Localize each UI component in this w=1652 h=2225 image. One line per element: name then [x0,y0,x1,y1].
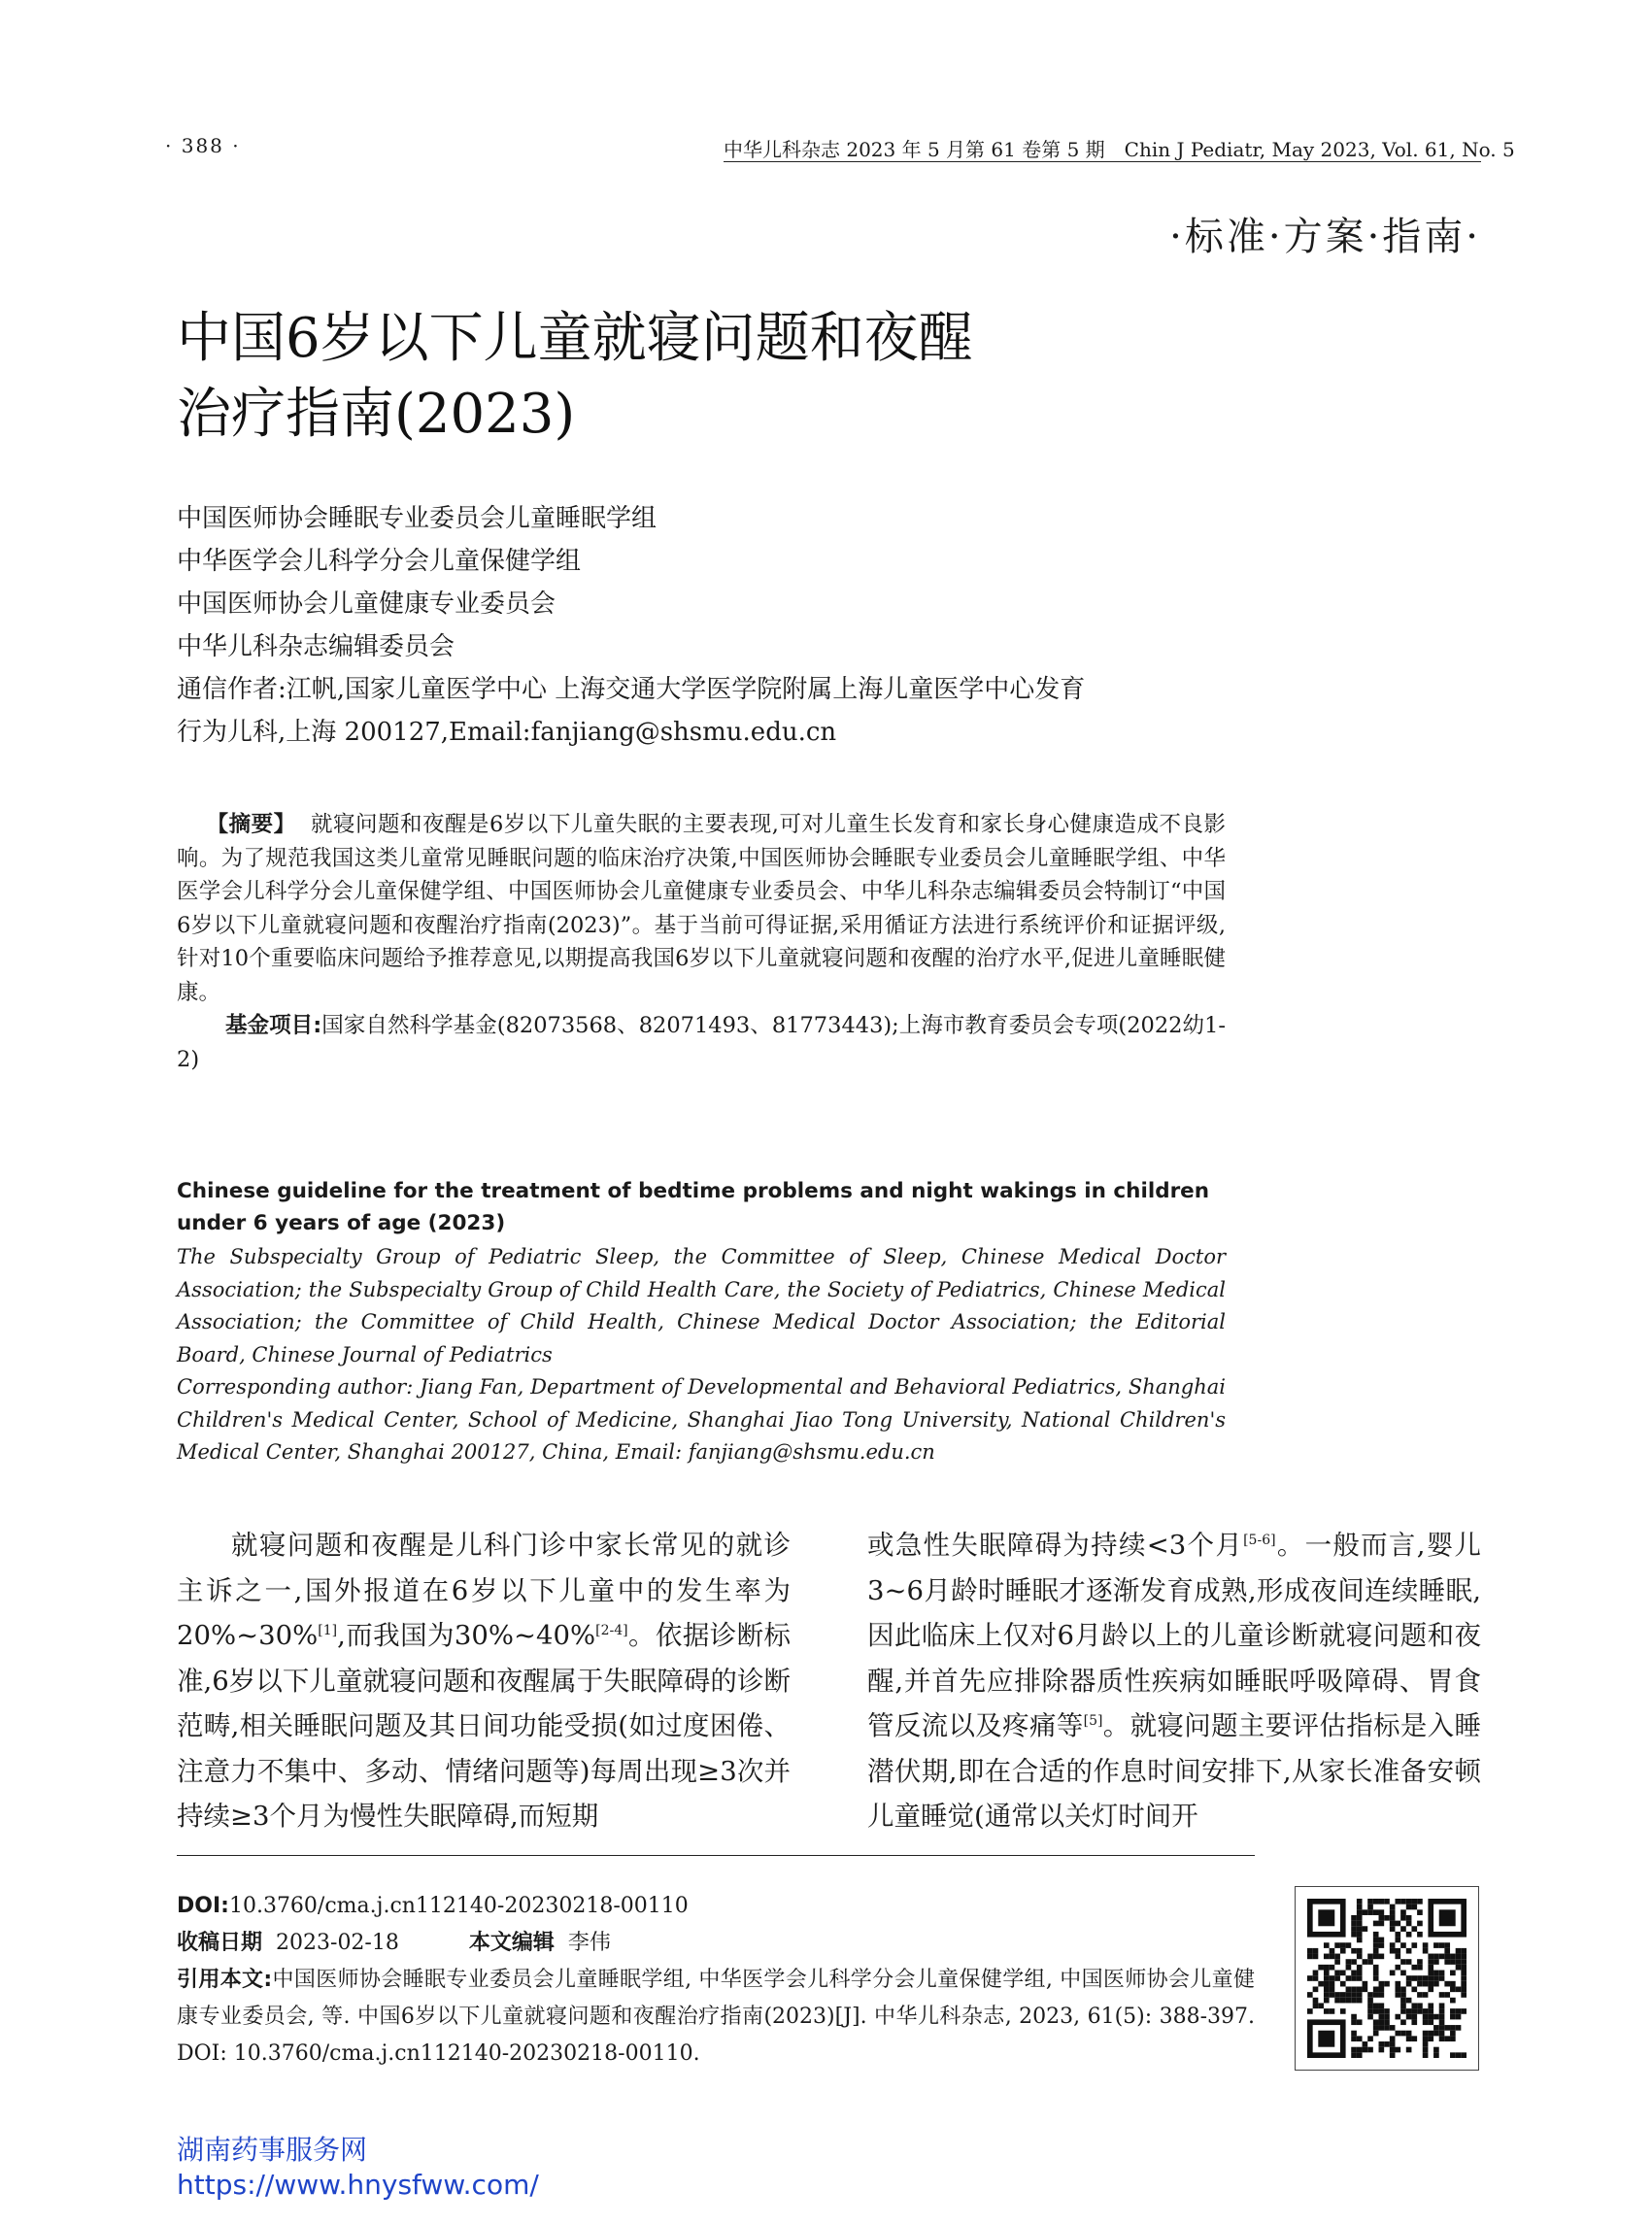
running-head: 中华儿科杂志 2023 年 5 月第 61 卷第 5 期 Chin J Pediatr, May 2023, Vol. 61, No. 5 [724,138,1515,161]
received-line [177,1925,1255,1962]
abstract-label: 【摘要】 [206,812,296,837]
english-affiliations [177,1241,1226,1469]
fund-text: 国家自然科学基金(82073568、82071493、81773443);上海市教育委员会专项(2022幼1-2) [177,1013,1226,1072]
author-group: 中国医师协会儿童健康专业委员会 [177,590,556,619]
article-metadata [177,1888,1255,2073]
reference-marker[interactable]: [5-6] [1243,1532,1276,1548]
received-date: 2023-02-18 [276,1931,399,1955]
title-line-2: 治疗指南(2023) [177,383,576,446]
reference-marker[interactable]: [5] [1083,1712,1103,1729]
body-text: ,而我国为30%~40% [337,1620,596,1651]
doi-label: DOI: [177,1894,229,1918]
title-line-1: 中国6岁以下儿童就寝问题和夜醒 [177,307,973,370]
body-text: 。一般而言,婴儿3~6月龄时睡眠才逐渐发育成熟,形成夜间连续睡眠,因此临床上仅对6月龄以上的儿童诊断就寝问题和夜醒,并首先应排除器质性疾病如睡眠呼吸障碍、胃食管反流以及疼痛等 [867,1530,1481,1741]
abstract [177,808,1226,1076]
qr-code-icon [1307,1899,1467,2058]
corresponding-author-line: 通信作者:江帆,国家儿童医学中心 上海交通大学医学院附属上海儿童医学中心发育 [177,675,1086,704]
english-title: Chinese guideline for the treatment of bedtime problems and night wakings in children under 6 years of age (2023) [177,1179,1210,1235]
body-column-left [177,1523,791,1839]
abstract-text: 就寝问题和夜醒是6岁以下儿童失眠的主要表现,可对儿童生长发育和家长身心健康造成不良影响。为了规范我国这类儿童常见睡眠问题的临床治疗决策,中国医师协会睡眠专业委员会儿童睡眠学组、中华医学会儿科学分会儿童保健学组、中国医师协会儿童健康专业委员会、中华儿科杂志编辑委员会特制订“中国6岁以下儿童就寝问题和夜醒治疗指南(2023)”。基于当前可得证据,采用循证方法进行系统评价和证据评级,针对10个重要临床问题给予推荐意见,以期提高我国6岁以下儿童就寝问题和夜醒的治疗水平,促进儿童睡眠健康。 [177,812,1226,1005]
doi-line [177,1888,1255,1925]
english-corresponding-author: Corresponding author: Jiang Fan, Department of Developmental and Behavioral Pediatrics, Shanghai Children's Medical Center, School of Medicine, Shanghai Jiao Tong University, National Children's Medical Center, Shanghai 200127, China, Email: fanjiang@shsmu.edu.cn [177,1375,1226,1464]
body-paragraph [177,1523,791,1839]
fund-label: 基金项目: [225,1013,322,1038]
watermark [177,2133,539,2203]
author-group: 中华儿科杂志编辑委员会 [177,632,455,661]
citation [177,1962,1255,2073]
author-group: 中国医师协会睡眠专业委员会儿童睡眠学组 [177,504,657,533]
citation-text: 中国医师协会睡眠专业委员会儿童睡眠学组, 中华医学会儿科学分会儿童保健学组, 中国医师协会儿童健康专业委员会, 等. 中国6岁以下儿童就寝问题和夜醒治疗指南(2023)[J]. 中华儿科杂志, 2023, 61(5): 388-397. DOI: 10.3760/cma.j.cn112140-20230218-00110. [177,1968,1255,2066]
watermark-site-name: 湖南药事服务网 [177,2134,368,2166]
header-rule [724,161,1481,162]
received-label: 收稿日期 [177,1931,263,1955]
body-text: 。依据诊断标准,6岁以下儿童就寝问题和夜醒属于失眠障碍的诊断范畴,相关睡眠问题及其日间功能受损(如过度困倦、注意力不集中、多动、情绪问题等)每周出现≥3次并持续≥3个月为慢性失眠障碍,而短期 [177,1620,792,1832]
reference-marker[interactable]: [1] [318,1622,338,1638]
article-title [177,301,973,453]
english-groups: The Subspecialty Group of Pediatric Sleep, the Committee of Sleep, Chinese Medical Doctor Association; the Subspecialty Group of Child Health Care, the Society of Pediatrics, Chinese Medical Association; the Committee of Child Health, Chinese Medical Doctor Association; the Editorial Board, Chinese Journal of Pediatrics [177,1245,1226,1366]
body-text: 就寝问题和夜醒是儿科门诊中家长常见的就诊主诉之一,国外报道在6岁以下儿童中的发生率为20%~30% [177,1530,791,1651]
editor-label: 本文编辑 [468,1931,555,1955]
corresponding-author-line: 行为儿科,上海 200127,Email:fanjiang@shsmu.edu.cn [177,718,837,747]
page-number: · 388 · [165,134,241,157]
reference-marker[interactable]: [2-4] [595,1622,628,1638]
author-block [177,497,1085,754]
author-group: 中华医学会儿科学分会儿童保健学组 [177,547,582,576]
body-text: 。就寝问题主要评估指标是入睡潜伏期,即在合适的作息时间安排下,从家长准备安顿儿童睡觉(通常以关灯时间开 [867,1710,1482,1832]
citation-label: 引用本文: [177,1968,273,1992]
editor-name: 李伟 [567,1931,611,1955]
qr-code[interactable] [1295,1886,1479,2071]
body-paragraph [867,1523,1481,1839]
footer-rule [177,1855,1255,1856]
watermark-url[interactable]: https://www.hnysfww.com/ [177,2169,539,2201]
body-column-right [867,1523,1481,1839]
column-label: ·标准·方案·指南· [1169,215,1481,259]
abstract-paragraph [177,808,1226,1009]
fund-paragraph [177,1009,1226,1076]
doi-value[interactable]: 10.3760/cma.j.cn112140-20230218-00110 [228,1894,689,1918]
body-text: 或急性失眠障碍为持续<3个月 [867,1530,1244,1561]
